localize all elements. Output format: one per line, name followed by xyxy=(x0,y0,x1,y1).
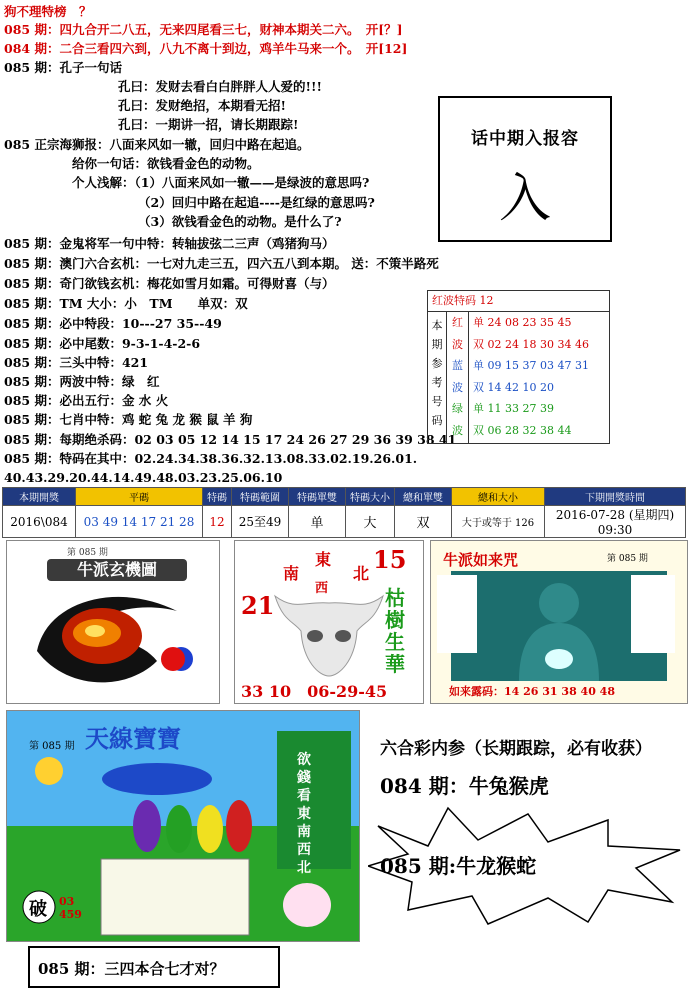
line-macau: 085 期：澳门六合玄机：一七对九走三五，四六五八到本期。 送：不策半路死 xyxy=(4,256,439,271)
header-cell: 特碼大小 xyxy=(346,488,395,506)
result-cell: 大于或等于 126 xyxy=(452,506,545,538)
wave-label: 蓝 xyxy=(452,359,463,373)
img2-vertical-text: 枯樹生華 xyxy=(385,586,405,676)
img4-side-text: 欲錢看東南西北 xyxy=(297,752,311,876)
wave-row: 双 02 24 18 30 34 46 xyxy=(473,337,589,351)
wave-label: 波 xyxy=(452,337,463,351)
img2-number-15: 15 xyxy=(373,545,407,574)
header-cell: 特碼單雙 xyxy=(289,488,346,506)
img2-north: 北 xyxy=(353,564,370,583)
result-table-header xyxy=(3,488,686,506)
header-cell: 特碼 xyxy=(203,488,232,506)
line-tails: 085 期：必中尾数：9-3-1-4-2-6 xyxy=(4,336,201,351)
wave-row: 单 09 15 37 03 47 31 xyxy=(473,359,589,373)
img3-period: 第 085 期 xyxy=(607,554,648,564)
line-special-1: 085 期：特码在其中：02.24.34.38.36.32.13.08.33.02.19.26.01. xyxy=(4,451,418,466)
img2-east: 東 xyxy=(315,550,332,569)
line-range: 085 期：必中特段：10---27 35--49 xyxy=(4,316,222,331)
confucius-1: 孔曰：发财去看白白胖胖人人爱的!!! xyxy=(118,79,322,94)
wave-label: 波 xyxy=(452,380,463,394)
line-elements: 085 期：必出五行：金 水 火 xyxy=(4,393,169,408)
line-085-1-text: 085 期：四九合开二八五，无来四尾看三七，财神本期关二六。 开[？] xyxy=(4,22,403,37)
buddha-graphic xyxy=(431,541,687,703)
result-cell: 03 49 14 17 21 28 xyxy=(76,506,203,538)
line-zodiac: 085 期：七肖中特：鸡 蛇 兔 龙 猴 鼠 羊 狗 xyxy=(4,412,253,427)
result-cell: 2016\084 xyxy=(3,506,76,538)
wave-row: 单 24 08 23 35 45 xyxy=(473,316,572,329)
line-qimen: 085 期：奇门欲钱玄机：梅花如雪月如霜。可得财喜（与） xyxy=(4,276,335,291)
seal-note-3: （3）欲钱看金色的动物。是什么了? xyxy=(138,214,342,229)
confucius-3: 孔曰：一期讲一招，请长期跟踪! xyxy=(118,117,299,132)
seal-note-1: 个人浅解：（1）八面来风如一辙——是绿波的意思吗? xyxy=(72,175,370,190)
result-cell: 25至49 xyxy=(232,506,289,538)
img1-period: 第 085 期 xyxy=(67,548,108,558)
line-084 xyxy=(4,41,407,57)
image-teletubbies xyxy=(6,710,360,942)
neican-title: 六合彩内参（长期跟踪，必有收获） xyxy=(380,739,652,759)
line-tm: 085 期：TM 大小：小 TM 单双：双 xyxy=(4,296,248,311)
wave-label: 绿 xyxy=(452,402,463,416)
line-kill: 085 期：每期绝杀码：02 03 05 12 14 15 17 24 26 27 29 36 39 38 41 xyxy=(4,432,457,447)
img2-number-21: 21 xyxy=(241,591,275,620)
header-cell: 總和單雙 xyxy=(395,488,452,506)
seal-note-2: （2）回归中路在起追----是红绿的意思吗? xyxy=(138,195,375,210)
line-seal: 085 正宗海狮报：八面来风如一辙，回归中路在起追。 xyxy=(4,137,310,152)
img4-numbers: 03 459 xyxy=(59,895,82,921)
line-084-text: 084 期：二合三看四六到，八九不离十到边，鸡羊牛马来一个。 开[12] xyxy=(4,41,408,56)
img3-title: 牛派如来咒 xyxy=(443,551,519,569)
wave-row: 双 06 28 32 38 44 xyxy=(473,423,572,437)
wave-table-vertical xyxy=(428,312,447,443)
header-cell: 特碼範圍 xyxy=(232,488,289,506)
result-table-row xyxy=(3,506,686,538)
wave-table-labels xyxy=(447,312,469,443)
header-cell: 平碼 xyxy=(76,488,203,506)
img1-title: 牛派玄機圖 xyxy=(47,559,187,581)
img2-south: 南 xyxy=(283,564,300,583)
img2-bottom-numbers: 33 10 06-29-45 xyxy=(241,682,388,701)
fire-swirl-graphic xyxy=(7,541,219,703)
neican-085: 085 期:牛龙猴蛇 xyxy=(380,854,537,878)
img2-west: 西 xyxy=(315,581,329,596)
wave-label: 波 xyxy=(452,423,463,437)
header-cell: 下期開獎時間 xyxy=(545,488,686,506)
wave-table-title: 红波特码 12 xyxy=(428,291,609,312)
img4-break-mark: 破 xyxy=(29,899,47,920)
header-cell: 總和大小 xyxy=(452,488,545,506)
image-skull xyxy=(234,540,424,704)
img4-period: 第 085 期 xyxy=(29,741,75,752)
hint-box-caption: 话中期入报容 xyxy=(471,129,579,149)
line-confucius: 085 期：孔子一句话 xyxy=(4,60,122,75)
result-cell: 单 xyxy=(289,506,346,538)
line-waves: 085 期：两波中特：绿 红 xyxy=(4,374,160,389)
header-title: 狗不理特榜 ？ xyxy=(4,4,92,19)
confucius-2: 孔曰：发财绝招，本期看无招! xyxy=(118,98,286,113)
result-cell: 双 xyxy=(395,506,452,538)
img3-footer: 如来露码：14 26 31 38 40 48 xyxy=(449,685,615,698)
bottom-question: 085 期：三四本合七才对？ xyxy=(28,946,280,988)
line-general: 085 期：金鬼将军一句中特：转轴拔弦二三声（鸡猪狗马） xyxy=(4,236,335,251)
wave-label: 红 xyxy=(452,316,463,329)
wave-table xyxy=(427,290,610,444)
line-heads: 085 期：三头中特：421 xyxy=(4,355,149,370)
result-cell: 2016-07-28 (星期四) 09:30 xyxy=(545,506,686,538)
result-table xyxy=(2,487,686,538)
seal-hint: 给你一句话：欲钱看金色的动物。 xyxy=(72,156,260,171)
header-cell: 本期開獎 xyxy=(3,488,76,506)
line-085-1 xyxy=(4,22,403,38)
image-buddha xyxy=(430,540,688,704)
wave-row: 双 14 42 10 20 xyxy=(473,380,554,394)
neican-084: 084 期：牛兔猴虎 xyxy=(380,774,549,798)
hint-box-character: 入 xyxy=(498,169,551,229)
wave-row: 单 11 33 27 39 xyxy=(473,402,554,416)
result-cell: 大 xyxy=(346,506,395,538)
wave-table-rows xyxy=(469,312,609,443)
line-special-2: 40.43.29.20.44.14.49.48.03.23.25.06.10 xyxy=(4,470,283,485)
image-fire-swirl xyxy=(6,540,220,704)
hint-box xyxy=(438,96,612,242)
result-cell: 12 xyxy=(203,506,232,538)
wave-vertical-text: 本期参考号码 xyxy=(431,319,443,427)
img4-title: 天線寶寶 xyxy=(85,724,181,753)
